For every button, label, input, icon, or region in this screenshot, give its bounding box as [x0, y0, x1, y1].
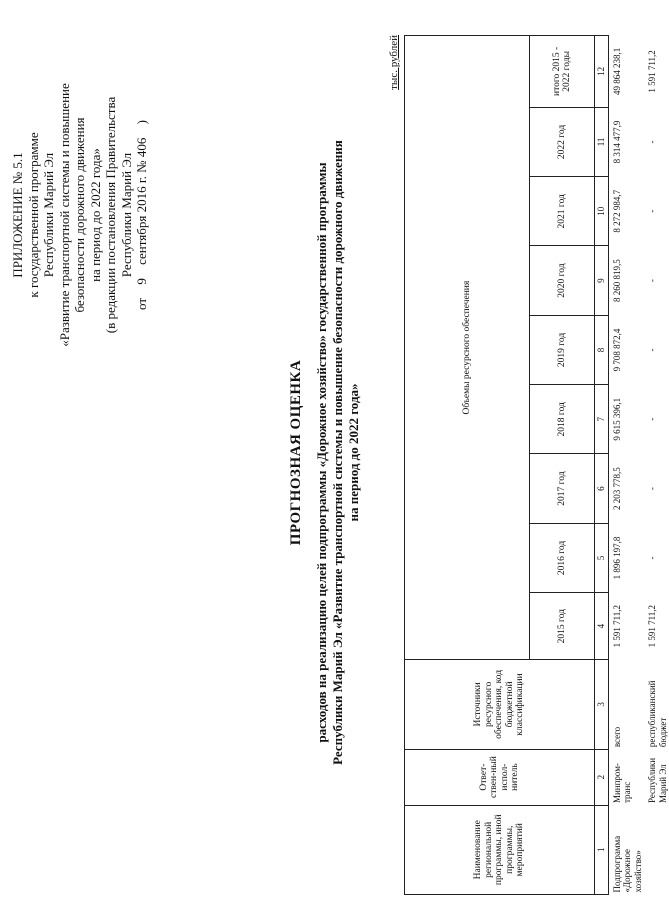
- row-value: 9 615 396,1: [611, 397, 622, 441]
- header-year: 2021 год: [530, 177, 595, 246]
- document-subtitle: на период до 2022 года»: [346, 383, 361, 522]
- row-value: 1 591 711,2: [647, 604, 657, 648]
- header-year: 2016 год: [530, 523, 595, 592]
- table-row: [644, 36, 669, 895]
- document-title: ПРОГНОЗНАЯ ОЦЕНКА: [288, 359, 304, 546]
- header-year: 2015 год: [530, 593, 595, 660]
- column-number: 5: [595, 523, 609, 592]
- row-total: 49 864 238,1: [611, 47, 622, 96]
- header-executor: Ответ-ствен-ный испол-нитель: [405, 749, 595, 805]
- row-value: -: [647, 140, 657, 144]
- row-value: 1 591 711,2: [611, 604, 622, 648]
- header-year: 2019 год: [530, 315, 595, 384]
- document-subtitle: расходов на реализацию целей подпрограммы «Дорожное хозяйство» государственной программы: [314, 162, 329, 743]
- appendix-line: Республики Марий Эл: [118, 152, 134, 278]
- appendix-line: безопасности дорожного движения: [72, 117, 87, 313]
- row-value: -: [647, 209, 657, 213]
- row-value: -: [647, 556, 657, 560]
- column-number: 7: [595, 385, 609, 454]
- date-prefix: от: [134, 297, 149, 310]
- appendix-line: «Развитие транспортной системы и повышение: [56, 83, 72, 347]
- row-name: [644, 805, 669, 894]
- unit-label: тыс. рублей: [388, 35, 400, 90]
- row-executor: Минпром-транс: [611, 763, 632, 804]
- table-row: [608, 36, 644, 895]
- row-value: -: [647, 279, 657, 283]
- appendix-line: на период до 2022 года»: [87, 148, 103, 282]
- column-number: 2: [595, 749, 609, 805]
- row-total: 1 591 711,2: [647, 50, 657, 93]
- row-value: 1 896 197,8: [611, 536, 622, 580]
- date-day: 9: [134, 278, 149, 285]
- column-number: 11: [595, 107, 609, 176]
- header-sources: Источники ресурсного обеспечения, код бюджетной классификации: [405, 660, 595, 749]
- header-name: Наименование региональной программы, иной программы, мероприятий: [405, 805, 595, 894]
- row-value: 8 272 984,7: [611, 189, 622, 233]
- row-source: республиканский бюджет: [647, 680, 668, 748]
- row-value: -: [647, 348, 657, 352]
- column-number: 9: [595, 246, 609, 315]
- appendix-line: Республики Марий Эл: [41, 152, 56, 278]
- appendix-number: ПРИЛОЖЕНИЕ № 5.1: [10, 152, 25, 278]
- header-row: [405, 36, 530, 895]
- row-value: -: [647, 417, 657, 421]
- row-value: 9 708 872,4: [611, 328, 622, 372]
- row-value: 2 203 778,5: [611, 467, 622, 510]
- header-year: 2020 год: [530, 246, 595, 315]
- column-number: 6: [595, 454, 609, 523]
- row-name: Подпрограмма «Дорожное хозяйство»: [611, 835, 643, 893]
- appendix-header: [10, 25, 150, 405]
- appendix-date-line: [134, 25, 150, 405]
- row-value: 8 260 819,5: [611, 259, 622, 302]
- appendix-line: (в редакции постановления Правительства: [103, 96, 118, 334]
- header-year: 2017 год: [530, 454, 595, 523]
- decree-number: 406: [134, 137, 149, 158]
- column-number: 1: [595, 805, 609, 894]
- column-number: 3: [595, 660, 609, 749]
- row-value: -: [647, 487, 657, 491]
- header-total: итого 2015 - 2022 годы: [530, 36, 595, 108]
- header-year: 2018 год: [530, 385, 595, 454]
- column-number: 8: [595, 315, 609, 384]
- row-value: 8 314 477,9: [611, 120, 622, 164]
- row-executor: Республики Марий Эл: [647, 757, 668, 804]
- budget-table: [404, 35, 669, 895]
- column-number: 10: [595, 177, 609, 246]
- date-month: сентября 2016 г. №: [134, 160, 149, 265]
- header-year: 2022 год: [530, 107, 595, 176]
- row-source: всего: [611, 726, 622, 748]
- column-number-row: [595, 36, 609, 895]
- column-number: 4: [595, 593, 609, 660]
- column-number: 12: [595, 36, 609, 108]
- appendix-line: к государственной программе: [25, 132, 41, 298]
- date-suffix: ): [134, 120, 149, 125]
- header-volumes: Объемы ресурсного обеспечения: [405, 36, 530, 660]
- document-subtitle: Республики Марий Эл «Развитие транспортной системы и повышение безопасности дорожного движения: [330, 140, 345, 765]
